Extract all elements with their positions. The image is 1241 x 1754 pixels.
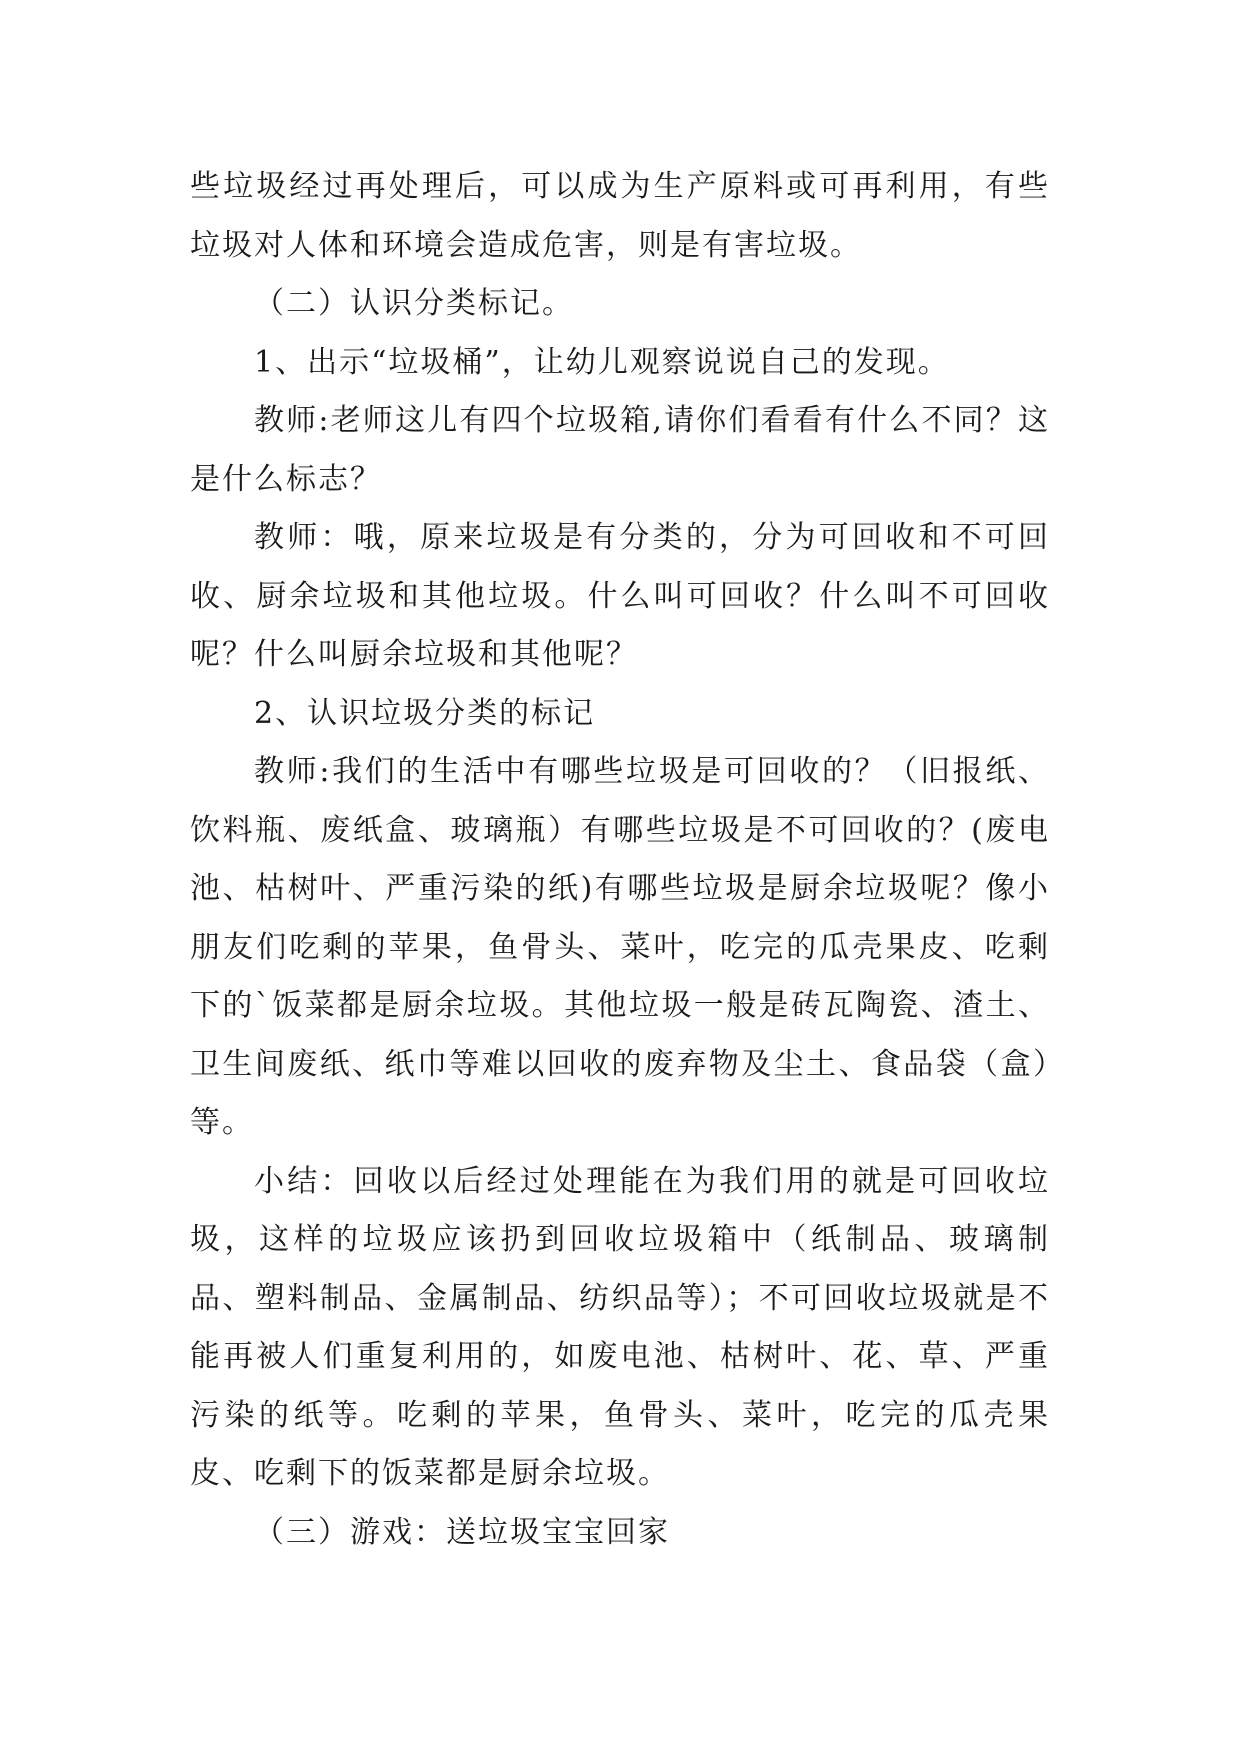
teacher-examples-paragraph: 教师:我们的生活中有哪些垃圾是可回收的？（旧报纸、饮料瓶、废纸盒、玻璃瓶）有哪些垃圾是不可回收的？(废电池、枯树叶、严重污染的纸)有哪些垃圾是厨余垃圾呢？像小朋友们吃剩的苹果，鱼骨头、菜叶，吃完的瓜壳果皮、吃剩下的`饭菜都是厨余垃圾。其他垃圾一般是砖瓦陶瓷、渣土、卫生间废纸、纸巾等难以回收的废弃物及尘土、食品袋（盒）等。 xyxy=(190,754,1050,1140)
teacher-question-paragraph: 教师:老师这儿有四个垃圾箱,请你们看看有什么不同？这是什么标志？ xyxy=(190,403,1050,497)
step-1-heading: 1、出示“垃圾桶”，让幼儿观察说说自己的发现。 xyxy=(254,344,950,380)
paragraph-continuation: 些垃圾经过再处理后，可以成为生产原料或可再利用，有些垃圾对人体和环境会造成危害，则是有害垃圾。 xyxy=(190,169,1050,263)
teacher-explanation-paragraph: 教师：哦，原来垃圾是有分类的，分为可回收和不可回收、厨余垃圾和其他垃圾。什么叫可回收？什么叫不可回收呢？什么叫厨余垃圾和其他呢？ xyxy=(190,520,1050,672)
summary-paragraph: 小结：回收以后经过处理能在为我们用的就是可回收垃圾，这样的垃圾应该扔到回收垃圾箱中（纸制品、玻璃制品、塑料制品、金属制品、纺织品等）；不可回收垃圾就是不能再被人们重复利用的，如废电池、枯树叶、花、草、严重污染的纸等。吃剩的苹果，鱼骨头、菜叶，吃完的瓜壳果皮、吃剩下的饭菜都是厨余垃圾。 xyxy=(190,1163,1050,1491)
section-heading-2: （二）认识分类标记。 xyxy=(254,286,574,321)
step-2-heading: 2、认识垃圾分类的标记 xyxy=(254,695,596,731)
section-heading-3: （三）游戏：送垃圾宝宝回家 xyxy=(254,1514,670,1550)
document-body xyxy=(190,158,1050,1562)
